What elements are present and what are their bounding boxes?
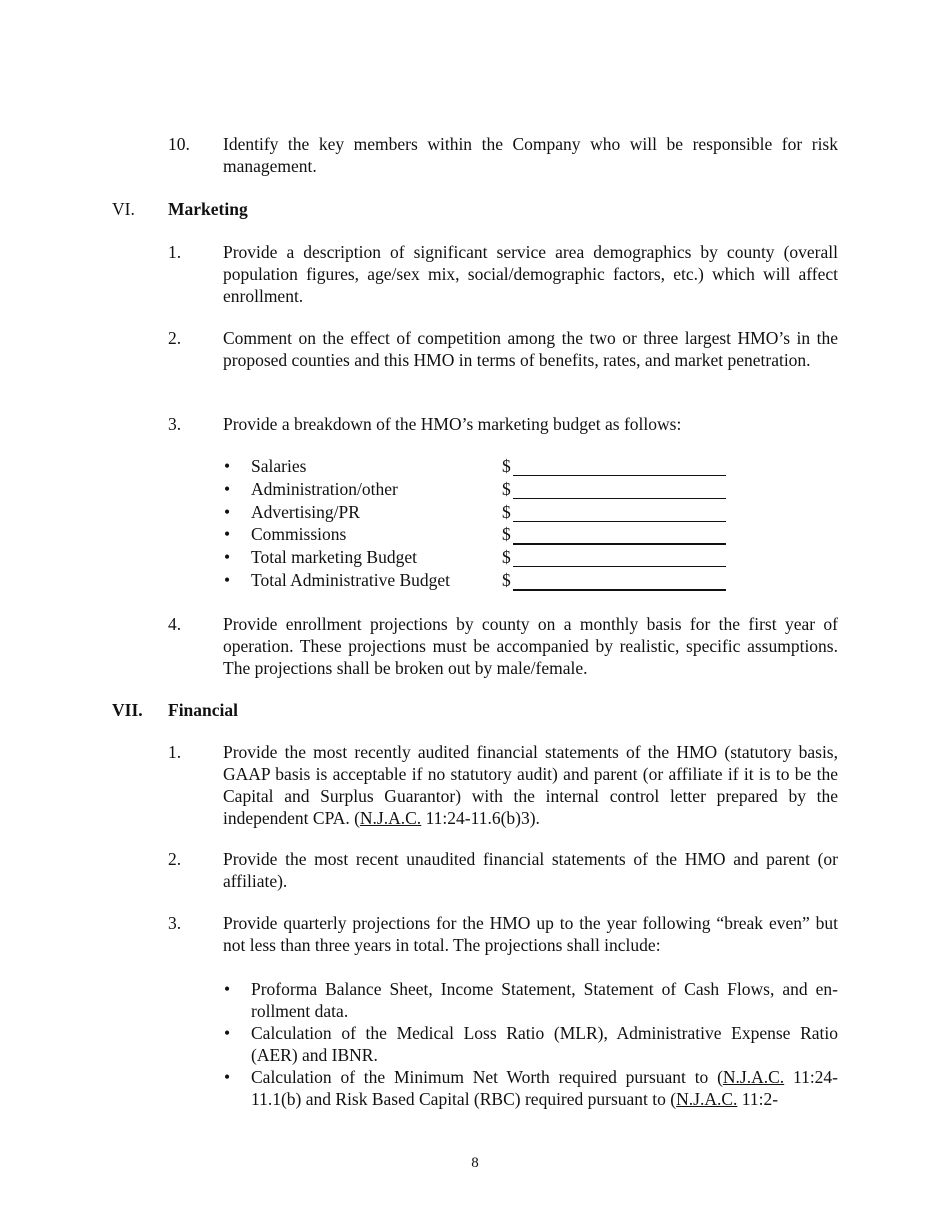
marketing-budget-list bbox=[224, 455, 744, 592]
text-part: Calculation of the Minimum Net Worth required pursuant to ( bbox=[251, 1067, 723, 1087]
bullet: • bbox=[224, 569, 231, 590]
dollar-sign: $ bbox=[502, 501, 511, 522]
marketing-item-1 bbox=[168, 241, 838, 307]
budget-label: Commissions bbox=[251, 524, 347, 545]
blank-amount-line bbox=[513, 589, 726, 591]
budget-row-administration bbox=[224, 478, 744, 501]
item-text: Provide enrollment projections by county on a monthly basis for the first year of operation. These projections must be accompanied by realistic, specific assumptions. The projections shall be broken out by male/female. bbox=[223, 614, 838, 678]
text-part: 11:24-11.6(b)3). bbox=[421, 808, 540, 828]
list-item bbox=[224, 1022, 838, 1066]
marketing-item-2 bbox=[168, 327, 838, 371]
budget-row-total-administrative bbox=[224, 569, 744, 592]
item-number: 4. bbox=[168, 614, 182, 634]
text-part: Provide the most recently audited financial statements of the HMO (statutory basis, GAAP basis is acceptable if no statutory audit) and parent (or affiliate if it is to be the Capital and Surplus Guarantor) with the internal control letter prepared by the independent CPA. ( bbox=[223, 742, 838, 828]
bullet: • bbox=[224, 979, 231, 999]
item-number: 1. bbox=[168, 742, 182, 762]
item-number: 3. bbox=[168, 913, 182, 933]
section-numeral: VII. bbox=[112, 700, 143, 720]
item-number: 10. bbox=[168, 134, 190, 154]
item-text: Provide a description of significant service area demographics by county (overall population figures, age/sex mix, social/demographic factors, etc.) which will affect enrollment. bbox=[223, 242, 838, 306]
list-item-text bbox=[251, 1066, 838, 1110]
budget-row-advertising bbox=[224, 501, 744, 524]
bullet: • bbox=[224, 1067, 231, 1087]
bullet: • bbox=[224, 478, 231, 499]
budget-label: Total Administrative Budget bbox=[251, 569, 451, 590]
item-number: 2. bbox=[168, 328, 182, 348]
budget-label: Total marketing Budget bbox=[251, 547, 417, 568]
marketing-item-3 bbox=[168, 413, 838, 435]
page-number: 8 bbox=[471, 1155, 479, 1171]
marketing-item-4 bbox=[168, 613, 838, 679]
budget-label: Advertising/PR bbox=[251, 501, 360, 522]
projection-requirements-list bbox=[224, 978, 838, 1110]
bullet: • bbox=[224, 456, 231, 476]
list-item bbox=[224, 1066, 838, 1110]
njac-citation: N.J.A.C. bbox=[722, 1067, 785, 1087]
budget-row-salaries bbox=[224, 455, 744, 478]
item-number: 3. bbox=[168, 414, 182, 434]
item-text: Provide the most recent unaudited financial statements of the HMO and parent (or affiliate). bbox=[223, 849, 838, 891]
section-numeral: VI. bbox=[112, 199, 135, 219]
text-part: 11:2- bbox=[737, 1089, 779, 1109]
item-text: Comment on the effect of competition among the two or three largest HMO’s in the proposed counties and this HMO in terms of benefits, rates, and market penetration. bbox=[223, 328, 838, 370]
item-text: Provide a breakdown of the HMO’s marketing budget as follows: bbox=[223, 414, 682, 434]
njac-citation: N.J.A.C. bbox=[676, 1089, 738, 1109]
bullet: • bbox=[224, 501, 231, 522]
item-number: 2. bbox=[168, 849, 182, 869]
budget-row-commissions bbox=[224, 523, 744, 546]
list-item bbox=[224, 978, 838, 1022]
budget-row-total-marketing bbox=[224, 546, 744, 569]
text-part: 11:24-11.1(b) and Risk Based Capital (RBC) required pursuant to ( bbox=[251, 1067, 839, 1109]
section-title: Marketing bbox=[168, 199, 248, 219]
budget-label: Salaries bbox=[251, 456, 307, 476]
financial-item-1 bbox=[168, 741, 838, 829]
item-number: 1. bbox=[168, 242, 182, 262]
financial-item-3 bbox=[168, 912, 838, 956]
item-text: Identify the key members within the Company who will be responsible for risk management. bbox=[223, 134, 838, 176]
blank-amount-line bbox=[513, 566, 726, 567]
blank-amount-line bbox=[513, 475, 726, 476]
dollar-sign: $ bbox=[502, 456, 511, 476]
bullet: • bbox=[224, 547, 231, 568]
budget-label: Administration/other bbox=[251, 478, 398, 499]
bullet: • bbox=[224, 1023, 231, 1043]
dollar-sign: $ bbox=[502, 524, 511, 545]
list-item-text: Calculation of the Medical Loss Ratio (MLR), Administrative Expense Ratio (AER) and IBNR. bbox=[251, 1023, 838, 1065]
blank-amount-line bbox=[513, 543, 726, 545]
item-text: Provide quarterly projections for the HMO up to the year following “break even” but not less than three years in total. The projections shall include: bbox=[223, 913, 838, 955]
dollar-sign: $ bbox=[502, 547, 511, 568]
blank-amount-line bbox=[513, 498, 726, 499]
financial-item-2 bbox=[168, 848, 838, 892]
list-item-text: Proforma Balance Sheet, Income Statement, Statement of Cash Flows, and enrollment data. bbox=[251, 979, 838, 1021]
item-text bbox=[223, 741, 838, 829]
bullet: • bbox=[224, 524, 231, 545]
section-title: Financial bbox=[168, 700, 239, 720]
dollar-sign: $ bbox=[502, 478, 511, 499]
dollar-sign: $ bbox=[502, 569, 511, 590]
njac-citation: N.J.A.C. bbox=[359, 808, 422, 828]
item-10 bbox=[168, 133, 838, 177]
blank-amount-line bbox=[513, 521, 726, 522]
